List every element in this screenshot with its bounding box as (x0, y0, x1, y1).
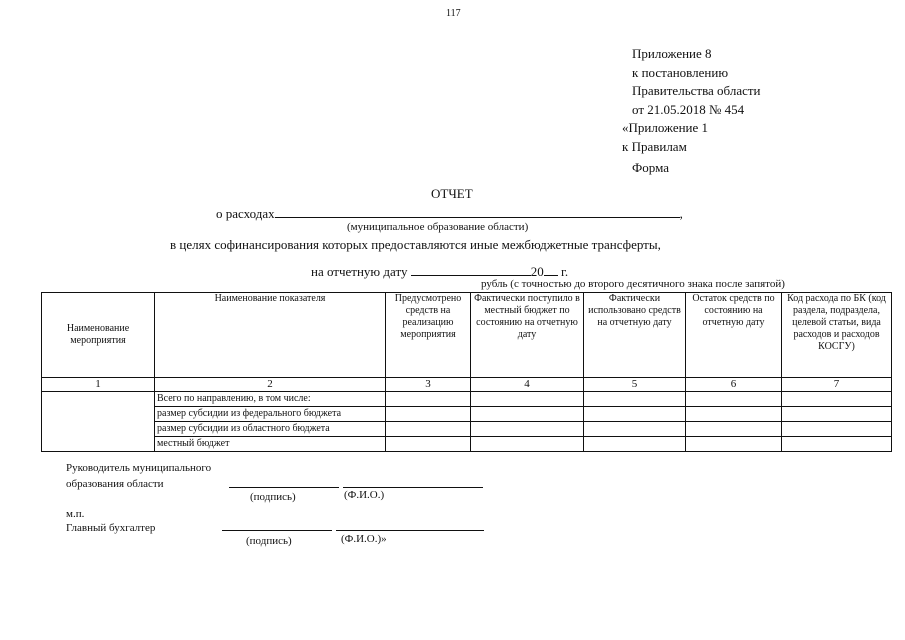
accountant-name-field[interactable] (336, 530, 484, 531)
value-cell[interactable] (584, 437, 686, 452)
column-number-row (42, 378, 892, 392)
value-cell[interactable] (782, 437, 892, 452)
indicator-cell: размер субсидии из федерального бюджета (155, 407, 386, 422)
expenses-suffix: , (679, 206, 683, 221)
column-header-received: Фактически поступило в местный бюджет по состоянию на отчетную дату (471, 293, 584, 378)
value-cell[interactable] (584, 407, 686, 422)
accountant-title: Главный бухгалтер (66, 522, 156, 534)
head-signature-label: (подпись) (250, 491, 296, 503)
value-cell[interactable] (386, 407, 471, 422)
form-label: Форма (632, 160, 669, 175)
value-cell[interactable] (686, 422, 782, 437)
value-cell[interactable] (686, 437, 782, 452)
appendix-line: Приложение 8 (632, 46, 712, 61)
accountant-signature-field[interactable] (222, 530, 332, 531)
table-row (42, 437, 892, 452)
head-name-label: (Ф.И.О.) (344, 489, 385, 501)
column-header-balance: Остаток средств по состоянию на отчетную дату (686, 293, 782, 378)
table-row (42, 422, 892, 437)
value-cell[interactable] (584, 422, 686, 437)
year-prefix: 20 (530, 264, 544, 279)
column-header-activity: Наименование мероприятия (42, 293, 155, 378)
year-suffix: г. (557, 264, 569, 279)
value-cell[interactable] (686, 392, 782, 407)
value-cell[interactable] (686, 407, 782, 422)
column-header-planned: Предусмотрено средств на реализацию мероприятия (386, 293, 471, 378)
head-name-field[interactable] (343, 487, 483, 488)
column-header-used: Фактически использовано средств на отчетную дату (584, 293, 686, 378)
report-date-prefix: на отчетную дату (311, 264, 408, 279)
column-number: 3 (386, 378, 471, 392)
municipality-caption: (муниципальное образование области) (347, 221, 529, 233)
head-title-line-1: Руководитель муниципального (66, 462, 212, 474)
report-table (41, 292, 892, 452)
table-row (42, 407, 892, 422)
appendix-line: к постановлению (632, 64, 729, 80)
value-cell[interactable] (584, 392, 686, 407)
column-number: 4 (471, 378, 584, 392)
value-cell[interactable] (386, 392, 471, 407)
value-cell[interactable] (386, 422, 471, 437)
value-cell[interactable] (782, 407, 892, 422)
column-header-code: Код расхода по БК (код раздела, подраздела, целевой статьи, вида расходов и расходов КОСГУ) (782, 293, 892, 378)
value-cell[interactable] (386, 437, 471, 452)
column-number: 6 (686, 378, 782, 392)
municipality-blank-field[interactable] (275, 205, 680, 218)
purpose-line: в целях софинансирования которых предоставляются иные межбюджетные трансферты, (170, 237, 661, 252)
column-number: 1 (42, 378, 155, 392)
document-title: ОТЧЕТ (431, 186, 473, 201)
appendix-line: Правительства области (632, 83, 761, 98)
table-row (42, 392, 892, 407)
value-cell[interactable] (782, 392, 892, 407)
indicator-cell: размер субсидии из областного бюджета (155, 422, 386, 437)
value-cell[interactable] (471, 407, 584, 422)
column-header-indicator: Наименование показателя (155, 293, 386, 378)
appendix-inner-line: «Приложение 1 (622, 120, 709, 135)
head-signature-field[interactable] (229, 487, 339, 488)
year-blank-field[interactable] (544, 263, 558, 276)
accountant-name-label: (Ф.И.О.)» (341, 533, 387, 545)
column-number: 7 (782, 378, 892, 392)
indicator-cell: местный бюджет (155, 437, 386, 452)
table-header-row (42, 293, 892, 378)
appendix-inner-line: к Правилам (622, 138, 687, 154)
expenses-line (216, 205, 683, 222)
activity-cell[interactable] (42, 392, 155, 452)
expenses-prefix: о расходах (216, 206, 275, 221)
page-number: 117 (446, 8, 461, 19)
indicator-cell: Всего по направлению, в том числе: (155, 392, 386, 407)
appendix-line: от 21.05.2018 № 454 (632, 101, 745, 117)
column-number: 2 (155, 378, 386, 392)
appendix-block (622, 45, 761, 156)
stamp-label: м.п. (66, 508, 85, 520)
report-date-blank-field[interactable] (411, 263, 531, 276)
accountant-signature-label: (подпись) (246, 535, 292, 547)
column-number: 5 (584, 378, 686, 392)
value-cell[interactable] (471, 392, 584, 407)
value-cell[interactable] (471, 422, 584, 437)
head-title-line-2: образования области (66, 478, 164, 490)
value-cell[interactable] (782, 422, 892, 437)
units-note: рубль (с точностью до второго десятичного знака после запятой) (481, 278, 785, 290)
value-cell[interactable] (471, 437, 584, 452)
